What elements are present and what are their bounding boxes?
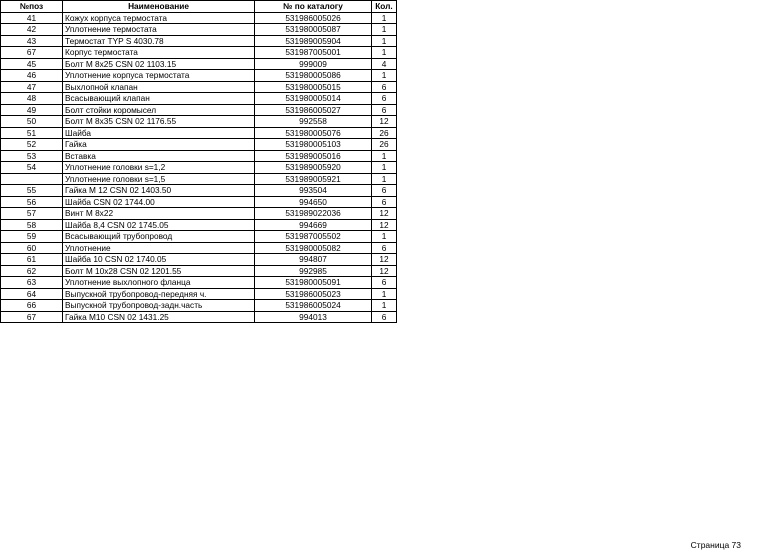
cell-catalog: 999009 xyxy=(255,58,372,70)
cell-qty: 1 xyxy=(372,162,397,174)
table-row xyxy=(1,173,397,185)
cell-name: Винт M 8x22 xyxy=(63,208,255,220)
cell-pos: 59 xyxy=(1,231,63,243)
cell-qty: 1 xyxy=(372,173,397,185)
cell-catalog: 992985 xyxy=(255,265,372,277)
cell-pos: 53 xyxy=(1,150,63,162)
cell-qty: 1 xyxy=(372,12,397,24)
cell-pos: 51 xyxy=(1,127,63,139)
cell-qty: 1 xyxy=(372,150,397,162)
cell-catalog: 531987005502 xyxy=(255,231,372,243)
cell-qty: 1 xyxy=(372,288,397,300)
cell-qty: 26 xyxy=(372,127,397,139)
cell-catalog: 531980005014 xyxy=(255,93,372,105)
cell-qty: 6 xyxy=(372,311,397,323)
cell-qty: 1 xyxy=(372,231,397,243)
table-row xyxy=(1,104,397,116)
table-row xyxy=(1,35,397,47)
cell-qty: 4 xyxy=(372,58,397,70)
cell-name: Корпус термостата xyxy=(63,47,255,59)
cell-qty: 6 xyxy=(372,93,397,105)
cell-catalog: 531980005076 xyxy=(255,127,372,139)
cell-name: Кожух корпуса термостата xyxy=(63,12,255,24)
cell-name: Термостат TYP S 4030.78 xyxy=(63,35,255,47)
cell-catalog: 531989005920 xyxy=(255,162,372,174)
cell-catalog: 994807 xyxy=(255,254,372,266)
table-row xyxy=(1,93,397,105)
cell-pos: 46 xyxy=(1,70,63,82)
cell-qty: 12 xyxy=(372,265,397,277)
cell-name: Всасывающий трубопровод xyxy=(63,231,255,243)
table-row xyxy=(1,47,397,59)
cell-pos: 43 xyxy=(1,35,63,47)
page-number: Страница 73 xyxy=(690,540,741,550)
cell-pos: 48 xyxy=(1,93,63,105)
cell-pos: 45 xyxy=(1,58,63,70)
cell-name: Вставка xyxy=(63,150,255,162)
cell-qty: 12 xyxy=(372,219,397,231)
table-row xyxy=(1,127,397,139)
cell-name: Болт стойки коромысел xyxy=(63,104,255,116)
cell-name: Болт M 8x35 CSN 02 1176.55 xyxy=(63,116,255,128)
table-row xyxy=(1,277,397,289)
cell-qty: 12 xyxy=(372,254,397,266)
cell-pos: 62 xyxy=(1,265,63,277)
table-row xyxy=(1,70,397,82)
table-row xyxy=(1,150,397,162)
cell-catalog: 992558 xyxy=(255,116,372,128)
cell-name: Болт M 8x25 CSN 02 1103.15 xyxy=(63,58,255,70)
cell-name: Шайба 8,4 CSN 02 1745.05 xyxy=(63,219,255,231)
table-row xyxy=(1,231,397,243)
cell-qty: 1 xyxy=(372,35,397,47)
cell-name: Уплотнение выхлопного фланца xyxy=(63,277,255,289)
table-row xyxy=(1,208,397,220)
cell-catalog: 531980005082 xyxy=(255,242,372,254)
cell-catalog: 531989005921 xyxy=(255,173,372,185)
cell-qty: 1 xyxy=(372,300,397,312)
header-name: Наименование xyxy=(63,1,255,13)
cell-pos: 55 xyxy=(1,185,63,197)
cell-catalog: 531980005086 xyxy=(255,70,372,82)
cell-name: Выхлопной клапан xyxy=(63,81,255,93)
cell-pos: 50 xyxy=(1,116,63,128)
cell-qty: 26 xyxy=(372,139,397,151)
cell-catalog: 993504 xyxy=(255,185,372,197)
header-catalog: № по каталогу xyxy=(255,1,372,13)
table-row xyxy=(1,185,397,197)
cell-catalog: 531989005904 xyxy=(255,35,372,47)
cell-pos: 52 xyxy=(1,139,63,151)
cell-qty: 12 xyxy=(372,208,397,220)
cell-catalog: 531986005026 xyxy=(255,12,372,24)
cell-catalog: 531986005024 xyxy=(255,300,372,312)
table-row xyxy=(1,139,397,151)
cell-catalog: 531986005023 xyxy=(255,288,372,300)
cell-qty: 6 xyxy=(372,277,397,289)
table-row xyxy=(1,300,397,312)
header-pos: №поз xyxy=(1,1,63,13)
cell-pos xyxy=(1,173,63,185)
cell-pos: 63 xyxy=(1,277,63,289)
table-row xyxy=(1,219,397,231)
cell-catalog: 994669 xyxy=(255,219,372,231)
header-row xyxy=(1,1,397,13)
cell-pos: 41 xyxy=(1,12,63,24)
cell-qty: 1 xyxy=(372,70,397,82)
cell-name: Гайка M 12 CSN 02 1403.50 xyxy=(63,185,255,197)
table-row xyxy=(1,116,397,128)
cell-name: Шайба 10 CSN 02 1740.05 xyxy=(63,254,255,266)
parts-table-header xyxy=(1,1,397,13)
table-row xyxy=(1,81,397,93)
cell-qty: 6 xyxy=(372,81,397,93)
cell-pos: 67 xyxy=(1,47,63,59)
cell-qty: 6 xyxy=(372,242,397,254)
table-row xyxy=(1,288,397,300)
table-row xyxy=(1,242,397,254)
cell-catalog: 531980005087 xyxy=(255,24,372,36)
cell-qty: 6 xyxy=(372,185,397,197)
cell-catalog: 531989022036 xyxy=(255,208,372,220)
table-row xyxy=(1,12,397,24)
cell-pos: 66 xyxy=(1,300,63,312)
cell-pos: 61 xyxy=(1,254,63,266)
cell-catalog: 531980005103 xyxy=(255,139,372,151)
cell-name: Гайка M10 CSN 02 1431.25 xyxy=(63,311,255,323)
table-row xyxy=(1,58,397,70)
cell-pos: 67 xyxy=(1,311,63,323)
cell-qty: 6 xyxy=(372,104,397,116)
cell-qty: 6 xyxy=(372,196,397,208)
cell-pos: 42 xyxy=(1,24,63,36)
cell-name: Уплотнение головки s=1,5 xyxy=(63,173,255,185)
cell-name: Гайка xyxy=(63,139,255,151)
cell-pos: 60 xyxy=(1,242,63,254)
cell-catalog: 531987005001 xyxy=(255,47,372,59)
parts-table xyxy=(0,0,397,323)
cell-catalog: 531989005016 xyxy=(255,150,372,162)
cell-name: Шайба CSN 02 1744.00 xyxy=(63,196,255,208)
cell-pos: 49 xyxy=(1,104,63,116)
cell-name: Всасывающий клапан xyxy=(63,93,255,105)
table-row xyxy=(1,311,397,323)
cell-pos: 56 xyxy=(1,196,63,208)
table-row xyxy=(1,254,397,266)
cell-name: Выпускной трубопровод-задн.часть xyxy=(63,300,255,312)
cell-pos: 58 xyxy=(1,219,63,231)
cell-pos: 64 xyxy=(1,288,63,300)
cell-catalog: 994650 xyxy=(255,196,372,208)
cell-catalog: 531986005027 xyxy=(255,104,372,116)
cell-pos: 54 xyxy=(1,162,63,174)
cell-catalog: 531980005015 xyxy=(255,81,372,93)
cell-pos: 57 xyxy=(1,208,63,220)
table-row xyxy=(1,265,397,277)
cell-qty: 12 xyxy=(372,116,397,128)
cell-name: Выпускной трубопровод-передняя ч. xyxy=(63,288,255,300)
cell-catalog: 994013 xyxy=(255,311,372,323)
cell-qty: 1 xyxy=(372,47,397,59)
cell-catalog: 531980005091 xyxy=(255,277,372,289)
cell-pos: 47 xyxy=(1,81,63,93)
cell-name: Уплотнение xyxy=(63,242,255,254)
cell-name: Шайба xyxy=(63,127,255,139)
cell-qty: 1 xyxy=(372,24,397,36)
cell-name: Болт M 10x28 CSN 02 1201.55 xyxy=(63,265,255,277)
cell-name: Уплотнение корпуса термостата xyxy=(63,70,255,82)
table-row xyxy=(1,24,397,36)
parts-table-body xyxy=(1,12,397,323)
cell-name: Уплотнение головки s=1,2 xyxy=(63,162,255,174)
table-row xyxy=(1,196,397,208)
table-row xyxy=(1,162,397,174)
header-qty: Кол. xyxy=(372,1,397,13)
cell-name: Уплотнение термостата xyxy=(63,24,255,36)
